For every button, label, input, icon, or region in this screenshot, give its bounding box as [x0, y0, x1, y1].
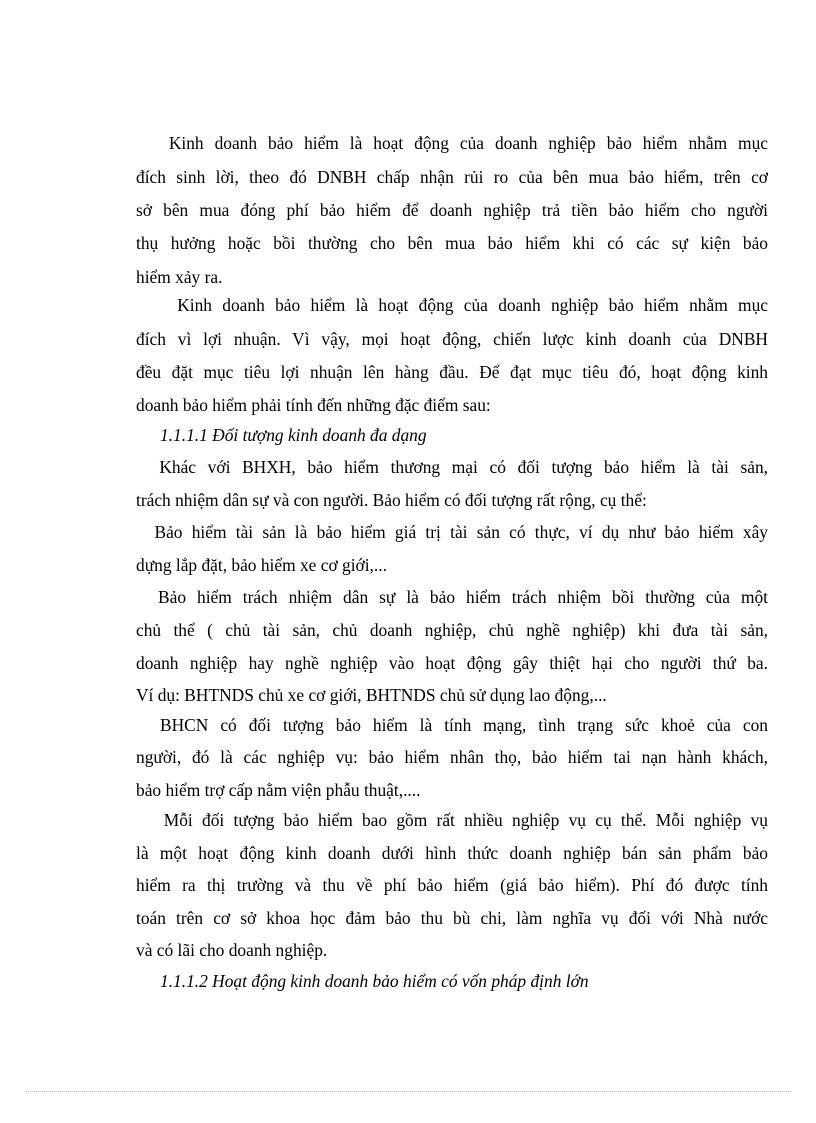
paragraph-1-line-1: Kinh doanh bảo hiểm là hoạt động của doanh nghiệp bảo hiểm nhằm mục — [136, 133, 768, 153]
paragraph-7-line-1: Mỗi đối tượng bảo hiểm bao gồm rất nhiều nghiệp vụ cụ thể. Mỗi nghiệp vụ — [136, 810, 768, 830]
paragraph-2-line-1: Kinh doanh bảo hiểm là hoạt động của doanh nghiệp bảo hiểm nhằm mục — [136, 295, 768, 315]
paragraph-7-line-4: toán trên cơ sở khoa học đảm bảo thu bù chi, làm nghĩa vụ đối với Nhà nước — [136, 908, 768, 928]
paragraph-7-line-3: hiểm ra thị trường và thu về phí bảo hiểm (giá bảo hiểm). Phí đó được tính — [136, 875, 768, 895]
paragraph-4-line-1: Bảo hiểm tài sản là bảo hiểm giá trị tài sản có thực, ví dụ như bảo hiểm xây — [136, 522, 768, 542]
paragraph-7-line-5: và có lãi cho doanh nghiệp. — [136, 940, 328, 960]
footer-divider — [25, 1091, 791, 1092]
paragraph-6-line-2: người, đó là các nghiệp vụ: bảo hiểm nhân thọ, bảo hiểm tai nạn hành khách, — [136, 747, 768, 767]
paragraph-5-line-3: doanh nghiệp hay nghề nghiệp vào hoạt động gây thiệt hại cho người thứ ba. — [136, 653, 768, 673]
paragraph-2-line-2: đích vì lợi nhuận. Vì vậy, mọi hoạt động, chiến lược kinh doanh của DNBH — [136, 329, 768, 349]
paragraph-5-line-2: chủ thể ( chủ tài sản, chủ doanh nghiệp, chủ nghề nghiệp) khi đưa tài sản, — [136, 620, 768, 640]
paragraph-5-line-4: Ví dụ: BHTNDS chủ xe cơ giới, BHTNDS chủ sử dụng lao động,... — [136, 685, 607, 705]
paragraph-6-line-1: BHCN có đối tượng bảo hiểm là tính mạng, tình trạng sức khoẻ của con — [136, 715, 768, 735]
paragraph-2-line-4: doanh bảo hiểm phải tính đến những đặc điểm sau: — [136, 395, 491, 415]
paragraph-5-line-1: Bảo hiểm trách nhiệm dân sự là bảo hiểm trách nhiệm bồi thường của một — [136, 587, 768, 607]
paragraph-1-line-2: đích sinh lời, theo đó DNBH chấp nhận rủi ro của bên mua bảo hiểm, trên cơ — [136, 167, 768, 187]
paragraph-3-line-1: Khác với BHXH, bảo hiểm thương mại có đối tượng bảo hiểm là tài sản, — [136, 457, 768, 477]
paragraph-4-line-2: dựng lắp đặt, bảo hiểm xe cơ giới,... — [136, 555, 387, 575]
paragraph-7-line-2: là một hoạt động kinh doanh dưới hình thức doanh nghiệp bán sản phẩm bảo — [136, 843, 768, 863]
section-heading-1-1-1-1: 1.1.1.1 Đối tượng kinh doanh đa dạng — [160, 425, 427, 445]
paragraph-1-line-5: hiểm xảy ra. — [136, 267, 223, 287]
paragraph-1-line-3: sở bên mua đóng phí bảo hiểm để doanh nghiệp trả tiền bảo hiểm cho người — [136, 200, 768, 220]
paragraph-3-line-2: trách nhiệm dân sự và con người. Bảo hiểm có đối tượng rất rộng, cụ thể: — [136, 490, 647, 510]
paragraph-6-line-3: bảo hiểm trợ cấp nằm viện phẫu thuật,.... — [136, 780, 421, 800]
section-heading-1-1-1-2: 1.1.1.2 Hoạt động kinh doanh bảo hiểm có vốn pháp định lớn — [160, 971, 589, 991]
paragraph-2-line-3: đều đặt mục tiêu lợi nhuận lên hàng đầu. Để đạt mục tiêu đó, hoạt động kinh — [136, 362, 768, 382]
paragraph-1-line-4: thụ hưởng hoặc bồi thường cho bên mua bảo hiểm khi có các sự kiện bảo — [136, 233, 768, 253]
